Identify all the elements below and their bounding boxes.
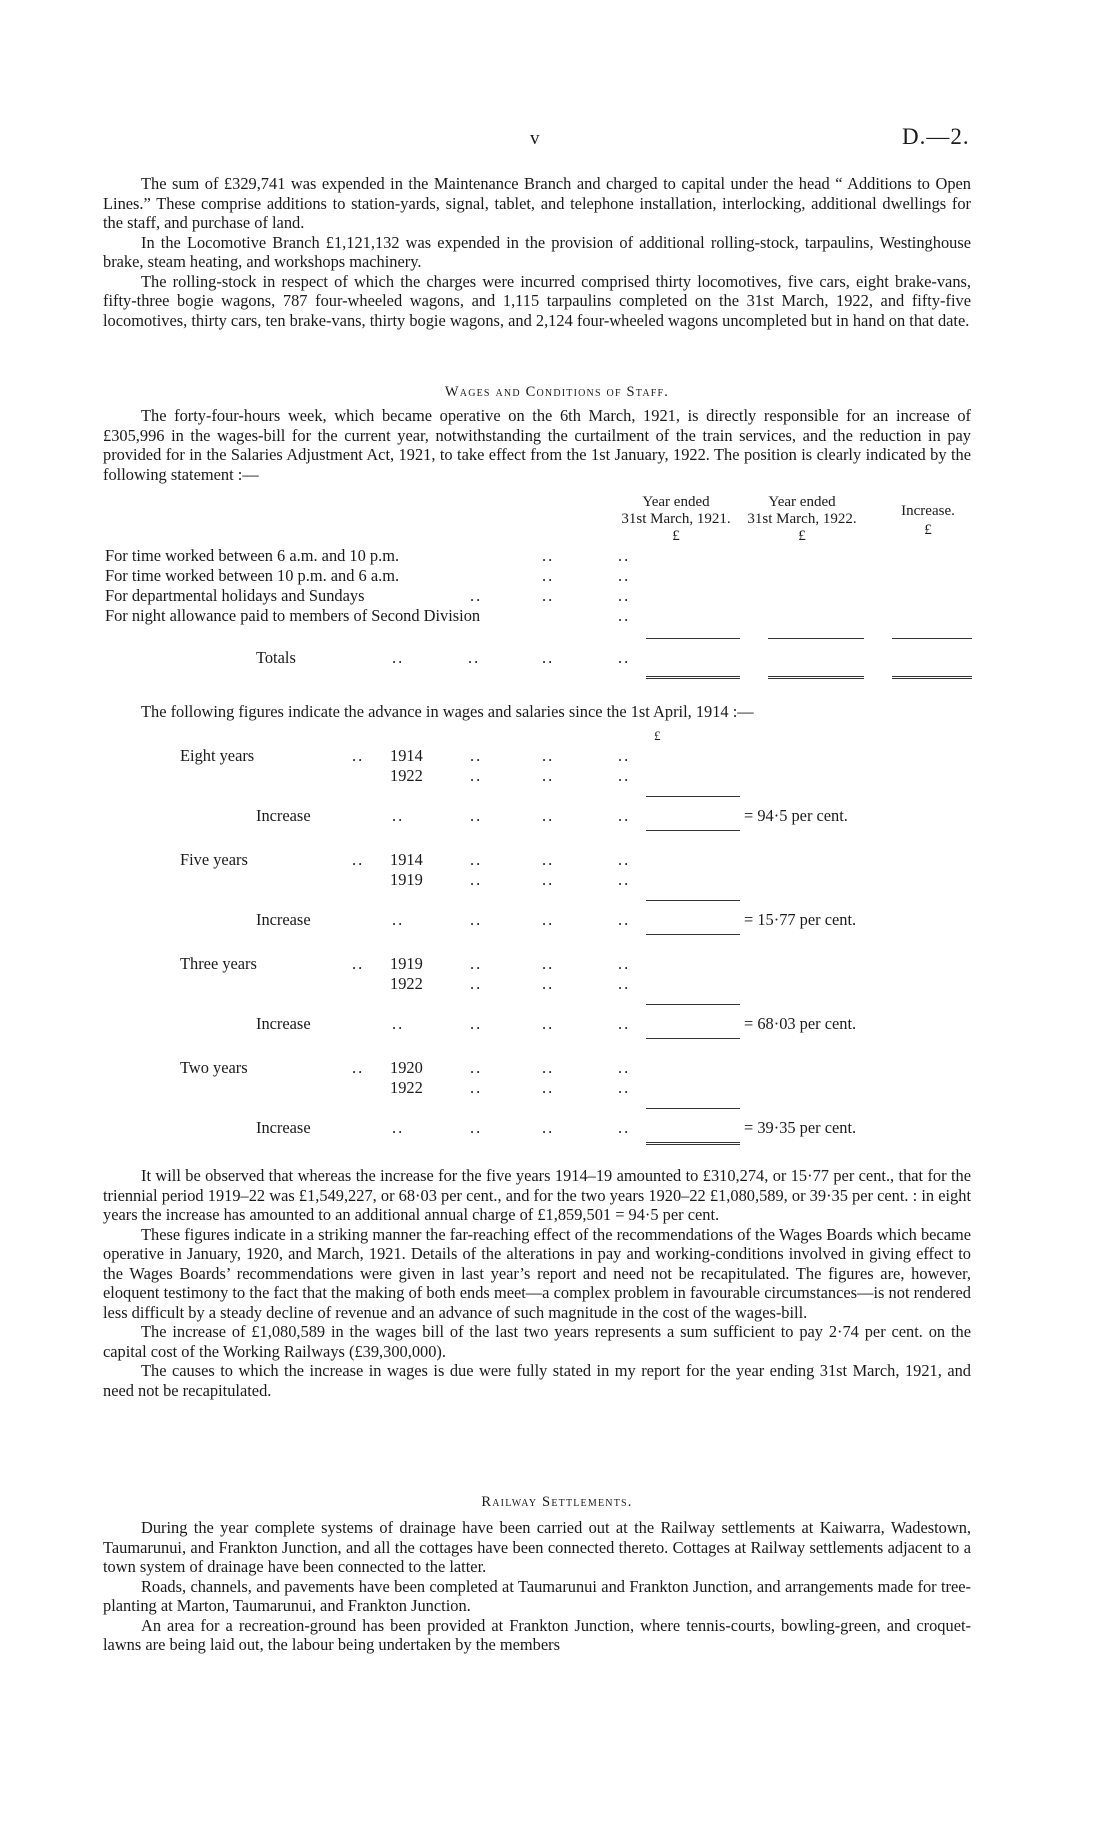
leader-dots: .. <box>618 974 631 993</box>
leader-dots: .. <box>470 766 483 785</box>
leader-dots: .. <box>542 1078 555 1097</box>
period-label: Five years <box>180 850 248 869</box>
rule <box>646 638 740 639</box>
leader-dots: .. <box>618 586 631 605</box>
leader-dots: .. <box>618 806 631 825</box>
paragraph: The increase of £1,080,589 in the wages bill of the last two years represents a sum sufficient to pay 2·74 per cent. on the capital cost of the Working Railways (£39,300,000). <box>103 1322 971 1361</box>
leader-dots: .. <box>470 870 483 889</box>
leader-dots: .. <box>470 586 483 605</box>
leader-dots: .. <box>392 1014 405 1033</box>
leader-dots: .. <box>618 546 631 565</box>
leader-dots: .. <box>542 766 555 785</box>
leader-dots: .. <box>392 910 405 929</box>
period-label: Three years <box>180 954 257 973</box>
leader-dots: .. <box>542 546 555 565</box>
leader-dots: .. <box>392 1118 405 1137</box>
rule <box>646 1108 740 1109</box>
year-cell: 1922 <box>390 766 423 785</box>
increase-label: Increase <box>256 806 311 825</box>
document-code: D.—2. <box>902 124 970 149</box>
leader-dots: .. <box>618 1118 631 1137</box>
leader-dots: .. <box>542 910 555 929</box>
paragraph: In the Locomotive Branch £1,121,132 was expended in the provision of additional rolling-stock, tarpaulins, Westinghouse brake, steam heating, and workshops machinery. <box>103 232 971 271</box>
year-cell: 1920 <box>390 1058 423 1077</box>
increase-label: Increase <box>256 910 311 929</box>
percent-label: = 68·03 per cent. <box>744 1014 857 1033</box>
double-rule <box>646 1142 740 1145</box>
column-header-1921: Year ended 31st March, 1921. £ <box>621 494 731 544</box>
paragraph: An area for a recreation-ground has been provided at Frankton Junction, where tennis-courts, bowling-green, and croquet-lawns are being laid out, the labour being undertaken by the members <box>103 1615 971 1654</box>
paragraph: The following figures indicate the advance in wages and salaries since the 1st April, 1914 :— <box>141 702 754 721</box>
rule <box>768 638 864 639</box>
section-heading-settlements: Railway Settlements. <box>481 1494 633 1510</box>
year-cell: 1919 <box>390 870 423 889</box>
table-row-label: For time worked between 6 a.m. and 10 p.m. <box>105 546 400 565</box>
leader-dots: .. <box>542 586 555 605</box>
increase-label: Increase <box>256 1014 311 1033</box>
leader-dots: .. <box>542 648 555 667</box>
leader-dots: .. <box>618 1058 631 1077</box>
rule <box>646 1038 740 1039</box>
column-header-increase: Increase. £ <box>901 503 955 538</box>
leader-dots: .. <box>470 1078 483 1097</box>
leader-dots: .. <box>542 1118 555 1137</box>
leader-dots: .. <box>542 566 555 585</box>
leader-dots: .. <box>618 648 631 667</box>
leader-dots: .. <box>618 766 631 785</box>
totals-label: Totals <box>256 648 296 667</box>
period-label: Two years <box>180 1058 248 1077</box>
intro-section <box>103 174 971 330</box>
leader-dots: .. <box>352 746 365 765</box>
table-row-label: For time worked between 10 p.m. and 6 a.m. <box>105 566 400 585</box>
leader-dots: .. <box>618 1078 631 1097</box>
settlements-section <box>103 1518 971 1655</box>
wages-intro <box>103 406 971 484</box>
paragraph: These figures indicate in a striking manner the far-reaching effect of the recommendations of the Wages Boards which became operative in January, 1920, and March, 1921. Details of the alterations in pay and working-conditions involved in giving effect to the Wages Boards’ recommendations were given in last year’s report and need not be recapitulated. The figures are, however, eloquent testimony to the fact that the making of both ends meet—a complex problem in favourable circumstances—is not rendered less difficult by a steady decline of revenue and an advance of such magnitude in the cost of the wages-bill. <box>103 1224 971 1322</box>
paragraph: Roads, channels, and pavements have been completed at Taumarunui and Frankton Junction, and arrangements made for tree-planting at Marton, Taumarunui, and Frankton Junction. <box>103 1576 971 1615</box>
percent-label: = 15·77 per cent. <box>744 910 857 929</box>
leader-dots: .. <box>618 850 631 869</box>
leader-dots: .. <box>470 974 483 993</box>
double-rule <box>646 676 740 679</box>
leader-dots: .. <box>470 806 483 825</box>
leader-dots: .. <box>352 954 365 973</box>
leader-dots: .. <box>392 806 405 825</box>
leader-dots: .. <box>470 1058 483 1077</box>
column-header-1922: Year ended 31st March, 1922. £ <box>747 494 857 544</box>
leader-dots: .. <box>618 954 631 973</box>
year-cell: 1914 <box>390 850 423 869</box>
leader-dots: .. <box>392 648 405 667</box>
advance-intro <box>103 702 971 722</box>
leader-dots: .. <box>470 1014 483 1033</box>
period-label: Eight years <box>180 746 255 765</box>
paragraph: The sum of £329,741 was expended in the Maintenance Branch and charged to capital under the head “ Additions to Open Lines.” These comprise additions to station-yards, signal, tablet, and telephone installation, interlocking, additional dwellings for the staff, and purchase of land. <box>103 174 971 232</box>
table-row-label: For departmental holidays and Sundays <box>105 586 365 605</box>
leader-dots: .. <box>618 566 631 585</box>
leader-dots: .. <box>542 974 555 993</box>
leader-dots: .. <box>542 806 555 825</box>
increase-label: Increase <box>256 1118 311 1137</box>
leader-dots: .. <box>542 870 555 889</box>
unit-label: £ <box>654 728 661 743</box>
leader-dots: .. <box>542 1014 555 1033</box>
rule <box>646 934 740 935</box>
leader-dots: .. <box>542 746 555 765</box>
leader-dots: .. <box>470 850 483 869</box>
leader-dots: .. <box>618 870 631 889</box>
leader-dots: .. <box>542 1058 555 1077</box>
paragraph: It will be observed that whereas the increase for the five years 1914–19 amounted to £310,274, or 15·77 per cent., that for the triennial period 1919–22 was £1,549,227, or 68·03 per cent., and for the two years 1920–22 £1,080,589, or 39·35 per cent. : in eight years the increase has amounted to an additional annual charge of £1,859,501 = 94·5 per cent. <box>103 1166 971 1224</box>
section-heading-wages: Wages and Conditions of Staff. <box>444 384 670 400</box>
rule <box>646 796 740 797</box>
leader-dots: .. <box>352 1058 365 1077</box>
year-cell: 1922 <box>390 1078 423 1097</box>
year-cell: 1914 <box>390 746 423 765</box>
double-rule <box>892 676 972 679</box>
leader-dots: .. <box>470 1118 483 1137</box>
leader-dots: .. <box>470 746 483 765</box>
table-row-label: For night allowance paid to members of Second Division <box>105 606 481 625</box>
rule <box>646 1004 740 1005</box>
paragraph: The forty-four-hours week, which became operative on the 6th March, 1921, is directly responsible for an increase of £305,996 in the wages-bill for the current year, notwithstanding the curtailment of the train services, and the reduction in pay provided for in the Salaries Adjustment Act, 1921, to take effect from the 1st January, 1922. The position is clearly indicated by the following statement :— <box>103 406 971 484</box>
commentary-section <box>103 1166 971 1400</box>
percent-label: = 94·5 per cent. <box>744 806 848 825</box>
leader-dots: .. <box>352 850 365 869</box>
paragraph: The rolling-stock in respect of which the charges were incurred comprised thirty locomotives, five cars, eight brake-vans, fifty-three bogie wagons, 787 four-wheeled wagons, and 1,115 tarpaulins completed on the 31st March, 1922, and fifty-five locomotives, thirty cars, ten brake-vans, thirty bogie wagons, and 2,124 four-wheeled wagons uncompleted but in hand on that date. <box>103 271 971 330</box>
leader-dots: .. <box>468 648 481 667</box>
percent-label: = 39·35 per cent. <box>744 1118 857 1137</box>
leader-dots: .. <box>542 850 555 869</box>
leader-dots: .. <box>618 606 631 625</box>
leader-dots: .. <box>542 954 555 973</box>
leader-dots: .. <box>470 954 483 973</box>
leader-dots: .. <box>618 1014 631 1033</box>
page-number: v <box>530 128 540 149</box>
year-cell: 1919 <box>390 954 423 973</box>
double-rule <box>768 676 864 679</box>
rule <box>646 830 740 831</box>
leader-dots: .. <box>618 746 631 765</box>
leader-dots: .. <box>618 910 631 929</box>
rule <box>892 638 972 639</box>
paragraph: The causes to which the increase in wages is due were fully stated in my report for the year ending 31st March, 1921, and need not be recapitulated. <box>103 1361 971 1400</box>
paragraph: During the year complete systems of drainage have been carried out at the Railway settlements at Kaiwarra, Wadestown, Taumarunui, and Frankton Junction, and all the cottages have been connected thereto. Cottages at Railway settlements adjacent to a town system of drainage have been connected to the latter. <box>103 1518 971 1576</box>
year-cell: 1922 <box>390 974 423 993</box>
rule <box>646 900 740 901</box>
leader-dots: .. <box>470 910 483 929</box>
